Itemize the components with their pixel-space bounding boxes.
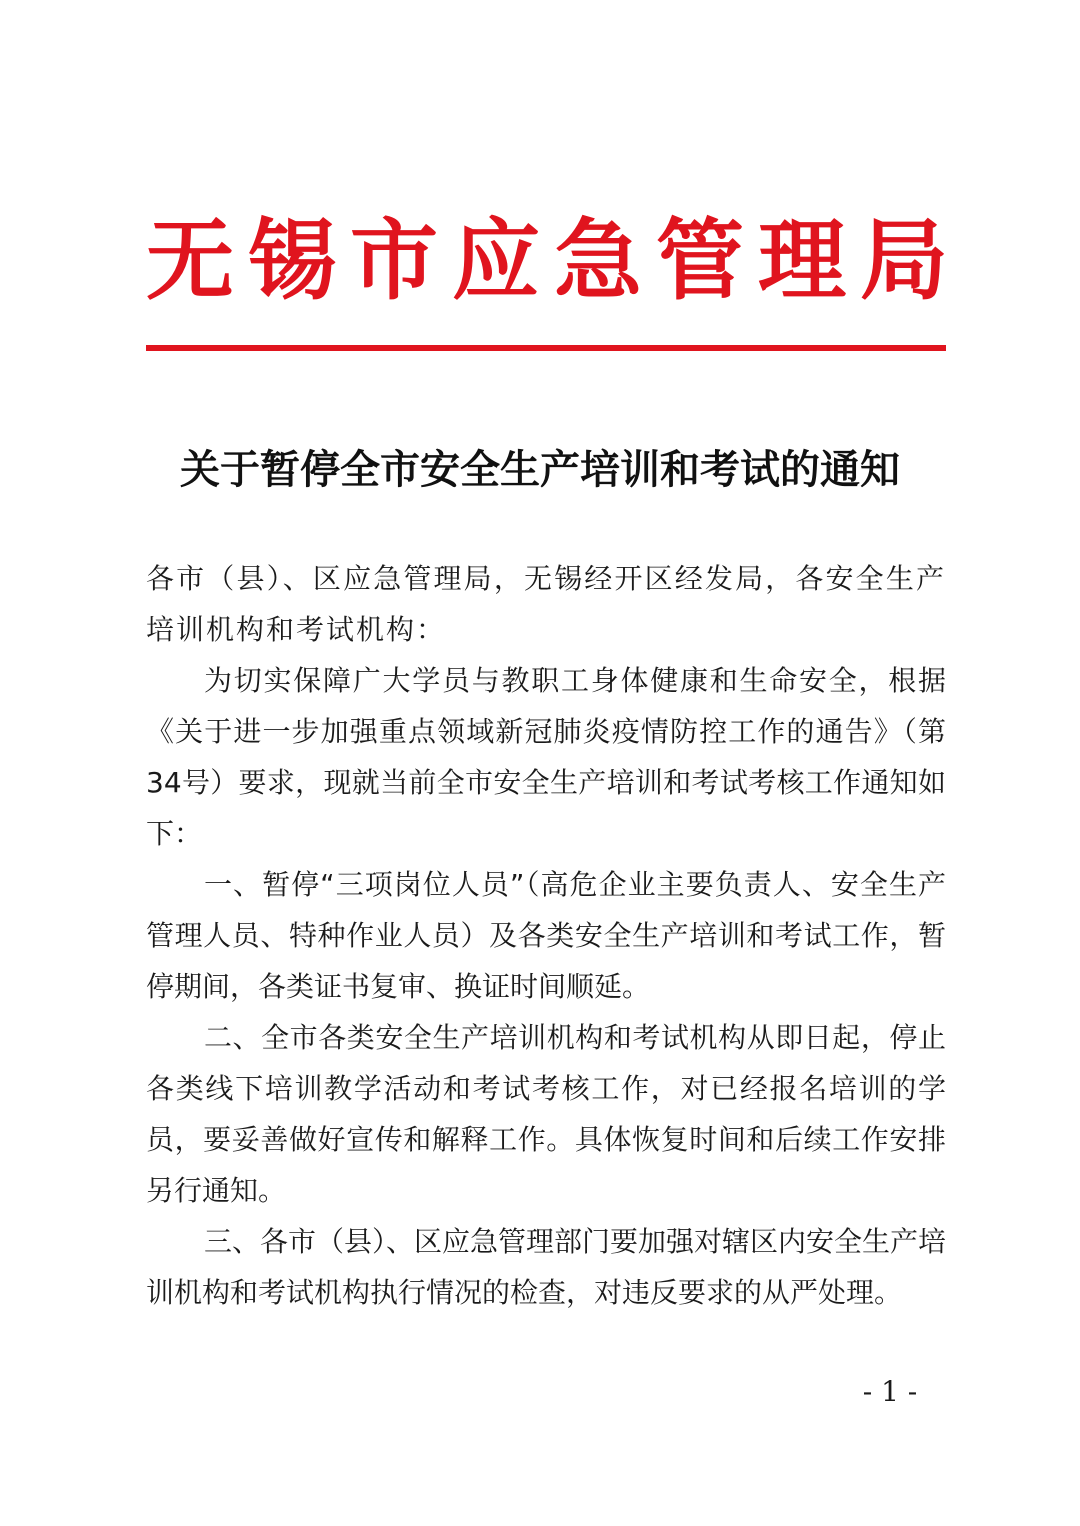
paragraph-item-3: 三、各市（县）、区应急管理部门要加强对辖区内安全生产培训机构和考试机构执行情况的检查，对违反要求的从严处理。 <box>146 1225 947 1309</box>
masthead-org-name: 无锡市应急管理局 <box>146 208 963 312</box>
page-number: - 1 - <box>862 1375 918 1408</box>
paragraph-item-2: 二、全市各类安全生产培训机构和考试机构从即日起，停止各类线下培训教学活动和考试考核工作，对已经报名培训的学员，要妥善做好宣传和解释工作。具体恢复时间和后续工作安排另行通知。 <box>146 1021 946 1207</box>
masthead-red-rule <box>146 345 946 351</box>
paragraph-item-1: 一、暂停“三项岗位人员”（高危企业主要负责人、安全生产管理人员、特种作业人员）及各类安全生产培训和考试工作，暂停期间，各类证书复审、换证时间顺延。 <box>146 868 946 1003</box>
salutation: 各市（县）、区应急管理局，无锡经开区经发局，各安全生产培训机构和考试机构： <box>146 562 946 646</box>
document-title: 关于暂停全市安全生产培训和考试的通知 <box>180 446 900 493</box>
document-body <box>146 553 946 1318</box>
paragraph-intro: 为切实保障广大学员与教职工身体健康和生命安全，根据《关于进一步加强重点领域新冠肺炎疫情防控工作的通告》（第34号）要求，现就当前全市安全生产培训和考试考核工作通知如下： <box>146 664 946 850</box>
